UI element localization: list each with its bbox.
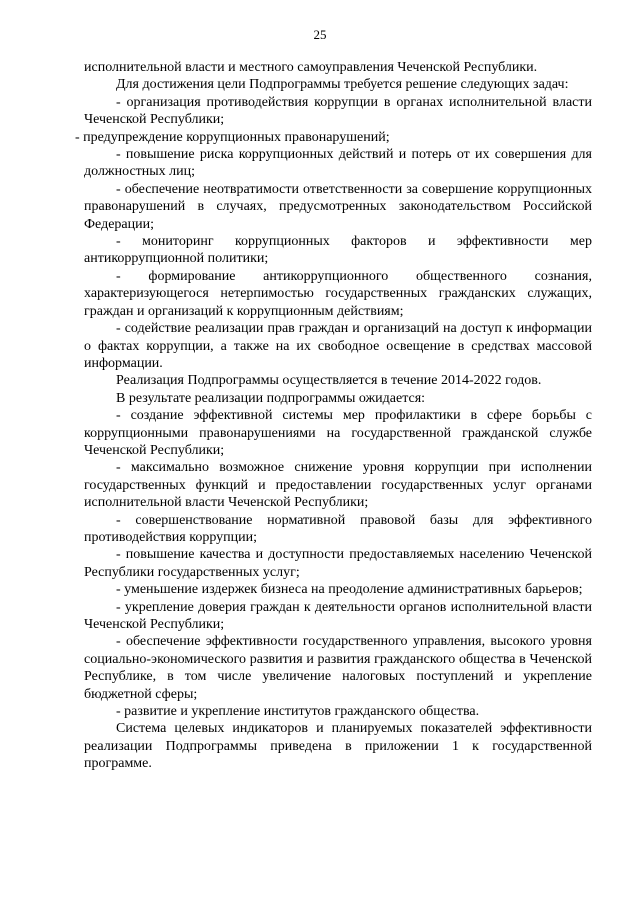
paragraph-expected-results-intro: В результате реализации подпрограммы ожидается: [116,390,426,406]
paragraph-tasks-intro: Для достижения цели Подпрограммы требуется решение следующих задач: [116,77,569,93]
list-item-result: - совершенствование нормативной правовой базы для эффективного противодействия коррупции; [84,512,592,545]
paragraph-indicators: Система целевых индикаторов и планируемых показателей эффективности реализации Подпрограммы приведена в приложении 1 к государственной программе. [84,721,592,772]
page-number: 25 [313,27,327,42]
list-item-result: - повышение качества и доступности предоставляемых населению Чеченской Республики государственных услуг; [84,547,592,580]
list-item-task: - предупреждение коррупционных правонарушений; [75,129,390,145]
paragraph-implementation-period: Реализация Подпрограммы осуществляется в течение 2014-2022 годов. [116,373,542,389]
list-item-result: - максимально возможное снижение уровня коррупции при исполнении государственных функций и предоставлении государственных услуг органами исполнительной власти Чеченской Республики; [84,460,592,511]
list-item-result: - укрепление доверия граждан к деятельности органов исполнительной власти Чеченской Республики; [84,599,592,632]
paragraph-continuation: исполнительной власти и местного самоуправления Чеченской Республики. [84,60,538,75]
document-body [75,59,592,773]
list-item-result: - развитие и укрепление институтов гражданского общества. [116,704,480,720]
list-item-result: - уменьшение издержек бизнеса на преодоление административных барьеров; [116,582,583,598]
list-item-task: - обеспечение неотвратимости ответственности за совершение коррупционных правонарушений в случаях, предусмотренных законодательством Российской Федерации; [84,181,592,232]
list-item-task: - мониторинг коррупционных факторов и эффективности мер антикоррупционной политики; [84,234,592,267]
list-item-task: - формирование антикоррупционного общественного сознания, характеризующегося нетерпимостью государственных гражданских служащих, граждан и организаций к коррупционным действиям; [84,268,592,319]
list-item-result: - обеспечение эффективности государственного управления, высокого уровня социально-экономического развития и развития гражданского общества в Чеченской Республике, в том числе увеличение налоговых поступлений и укрепление бюджетной сферы; [84,634,592,702]
list-item-task: - повышение риска коррупционных действий и потерь от их совершения для должностных лиц; [84,147,592,180]
list-item-task: - содействие реализации прав граждан и организаций на доступ к информации о фактах коррупции, а также на их свободное освещение в средствах массовой информации. [84,321,592,371]
list-item-task: - организация противодействия коррупции в органах исполнительной власти Чеченской Республики; [84,94,592,128]
list-item-result: - создание эффективной системы мер профилактики в сфере борьбы с коррупционными правонарушениями на государственной гражданской службе Чеченской Республики; [84,408,592,458]
